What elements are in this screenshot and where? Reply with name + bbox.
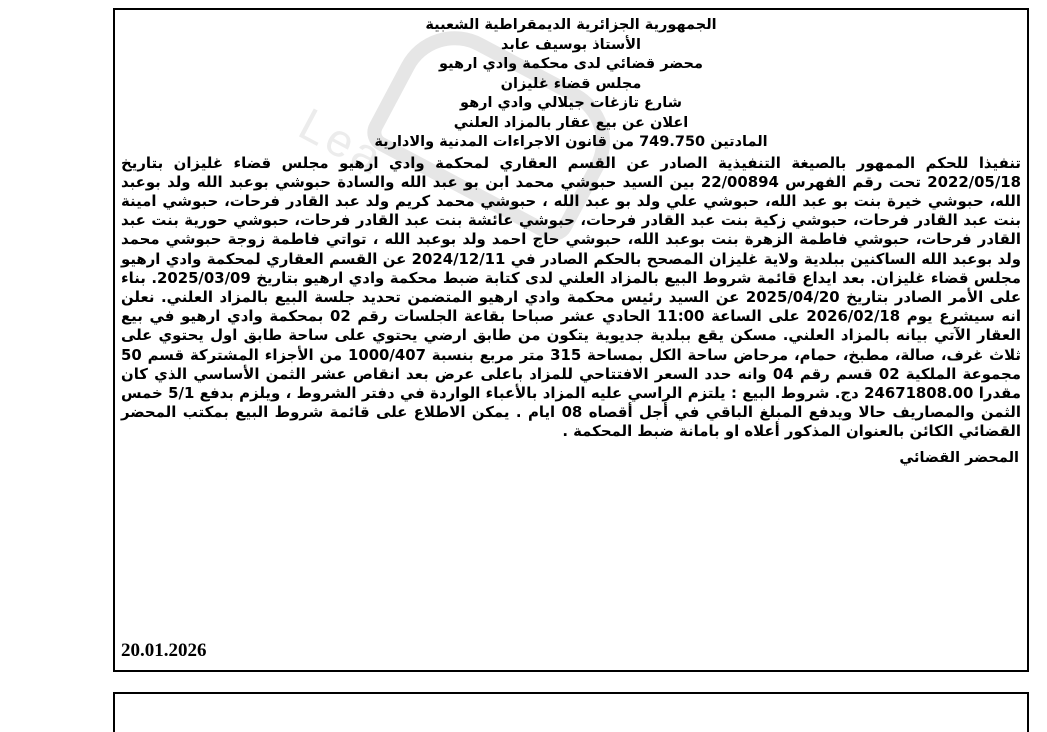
articles-line: المادتين 749.750 من قانون الاجراءات المدنية والادارية (374, 134, 768, 150)
notice-header (115, 16, 1027, 153)
signature-label: المحضر القضائي (899, 449, 1019, 466)
notice-date: 20.01.2026 (121, 640, 207, 661)
address-line: شارع تازغات جيلالي وادي ارهو (460, 95, 682, 111)
bailiff-line: محضر قضائي لدى محكمة وادي ارهيو (439, 56, 703, 72)
notice-body: تنفيذا للحكم الممهور بالصيغة التنفيذية الصادر عن القسم العقاري لمحكمة وادي ارهيو مجلس قضاء غليزان بتاريخ 2022/05/18 تحت رقم الفهرس 22/00894 بين السيد حبوشي محمد ابن بو عبد الله والسادة حبوشي بوعبد الله ولد بوعبد الله، حبوشي خيرة بنت بو عبد الله، حبوشي علي ولد بو عبد الله ، حبوشي محمد كريم ولد عبد القادر فرحات، حبوشي امينة بنت عبد القادر فرحات، حبوشي زكية بنت عبد القادر فرحات، حبوشي عائشة بنت عبد القادر فرحات، حبوشي حورية بنت عبد القادر فرحات، حبوشي فاطمة الزهرة بنت بوعبد الله، حبوشي حاج احمد ولد بوعبد الله ، تواتي فاطمة زوجة حبوشي محمد ولد بوعبد الله الساكنين ببلدية ولاية غليزان المصحح بالحكم الصادر في 2024/12/11 عن القسم العقاري لمحكمة وادي ارهيو مجلس قضاء غليزان. بعد ايداع قائمة شروط البيع بالمزاد العلني لدى كتابة ضبط محكمة وادي ارهيو بتاريخ 2025/03/09. بناء على الأمر الصادر بتاريخ 2025/04/20 عن السيد رئيس محكمة وادي ارهيو المتضمن تحديد جلسة البيع بالمزاد العلني. نعلن انه سيشرع يوم 2026/02/18 على الساعة 11:00 الحادي عشر صباحا بقاعة الجلسات رقم 02 بمحكمة وادي ارهيو في بيع العقار الآتي بيانه بالمزاد العلني. مسكن يقع ببلدية جديوية يتكون من طابق ارضي يحتوي على ساحة طابق اول يحتوي على ثلاث غرف، صالة، مطبخ، حمام، مرحاض ساحة الكل بمساحة 315 متر مربع بنسبة 1000/407 من الأجزاء المشتركة قسم 50 مجموعة الملكية 02 قسم رقم 04 وانه حدد السعر الافتتاحي للمزاد باعلى عرض بعد انقاص عشر الثمن الأساسي الذي كان مقدرا 24671808.00 دج. شروط البيع : يلتزم الراسي عليه المزاد بالأعباء الواردة في دفتر الشروط ، ويلزم بدفع 5/1 خمس الثمن والمصاريف حالا ويدفع المبلغ الباقي في أجل أقصاه 08 ايام . يمكن الاطلاع على قائمة شروط البيع بمكتب المحضر القضائي الكائن بالعنوان المذكور أعلاه او بامانة ضبط المحكمة . (121, 153, 1022, 441)
legal-notice-box (113, 8, 1029, 672)
republic-line: الجمهورية الجزائرية الديمقراطية الشعبية (425, 17, 717, 33)
notice-title: اعلان عن بيع عقار بالمزاد العلني (453, 114, 689, 131)
professor-line: الأستاذ بوسيف عابد (500, 36, 642, 53)
watermark-text: Lea (290, 97, 394, 186)
council-line: مجلس قضاء غليزان (500, 75, 642, 92)
next-notice-box (113, 692, 1029, 732)
